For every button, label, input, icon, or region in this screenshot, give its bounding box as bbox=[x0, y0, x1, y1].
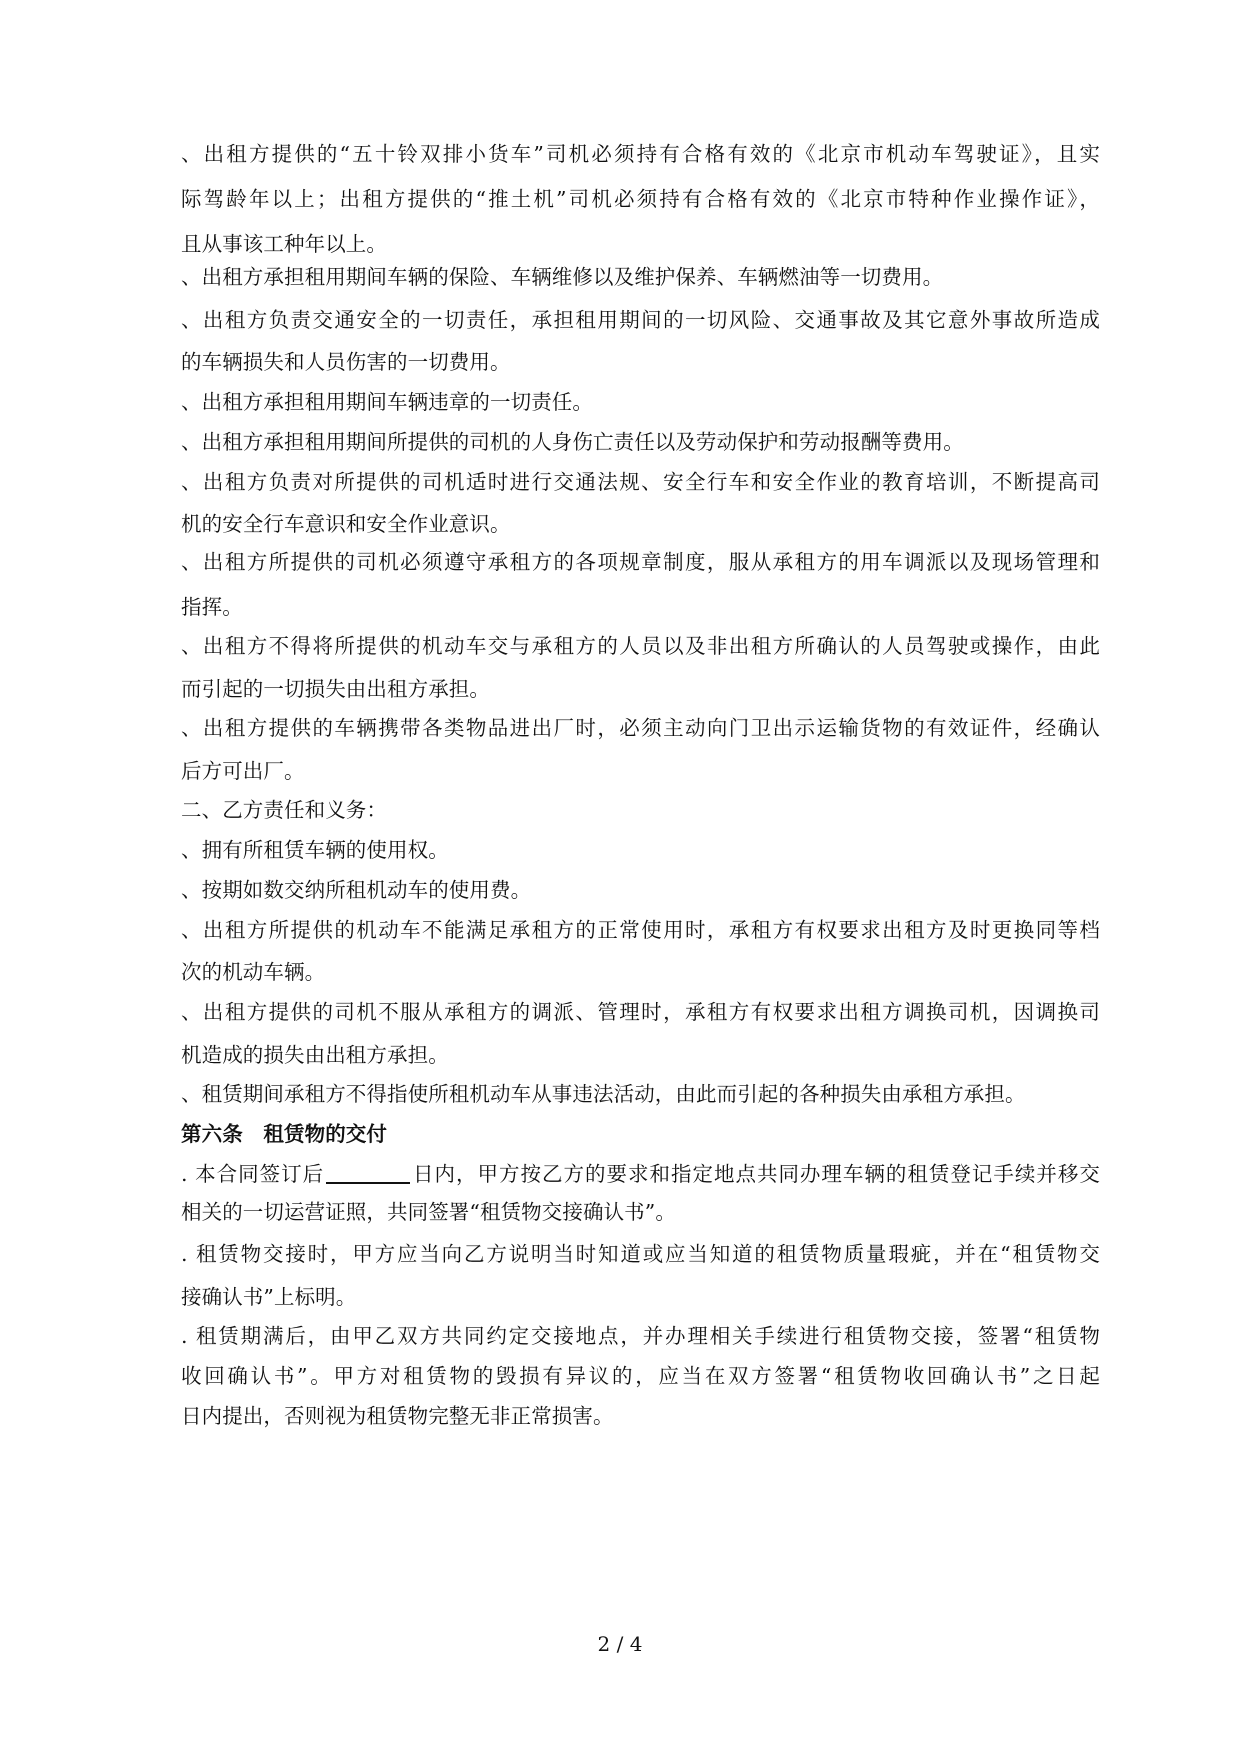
body-line: 、按期如数交纳所租机动车的使用费。 bbox=[181, 878, 532, 902]
body-line: 、出租方提供的司机不服从承租方的调派、管理时，承租方有权要求出租方调换司机，因调换司 bbox=[181, 1000, 1100, 1024]
body-line: 指挥。 bbox=[181, 595, 243, 619]
clause-1-text-before-blank: . 本合同签订后 bbox=[181, 1162, 325, 1186]
body-line: 际驾龄年以上；出租方提供的“推土机”司机必须持有合格有效的《北京市特种作业操作证》， bbox=[181, 187, 1100, 211]
body-line: 、出租方提供的“五十铃双排小货车”司机必须持有合格有效的《北京市机动车驾驶证》，且实 bbox=[181, 142, 1100, 166]
clause-3-line-2: 收回确认书”。甲方对租赁物的毁损有异议的，应当在双方签署“租赁物收回确认书”之日起 bbox=[181, 1364, 1100, 1388]
body-line: 、出租方承担租用期间车辆违章的一切责任。 bbox=[181, 390, 593, 414]
body-line: 、出租方负责对所提供的司机适时进行交通法规、安全行车和安全作业的教育培训，不断提高司 bbox=[181, 470, 1100, 494]
page-number: 2 / 4 bbox=[597, 1632, 643, 1656]
clause-1-line-2: 相关的一切运营证照，共同签署“租赁物交接确认书”。 bbox=[181, 1200, 676, 1224]
body-line: 、拥有所租赁车辆的使用权。 bbox=[181, 838, 449, 862]
body-line: 、出租方负责交通安全的一切责任，承担租用期间的一切风险、交通事故及其它意外事故所造成 bbox=[181, 308, 1100, 332]
body-line: 、出租方所提供的机动车不能满足承租方的正常使用时，承租方有权要求出租方及时更换同等档 bbox=[181, 918, 1100, 942]
article-heading: 第六条 租赁物的交付 bbox=[181, 1122, 387, 1146]
section-heading: 二、乙方责任和义务： bbox=[181, 798, 387, 822]
body-line: 、出租方提供的车辆携带各类物品进出厂时，必须主动向门卫出示运输货物的有效证件，经确认 bbox=[181, 716, 1100, 740]
body-line: 、出租方承担租用期间车辆的保险、车辆维修以及维护保养、车辆燃油等一切费用。 bbox=[181, 265, 944, 289]
clause-1-line-1 bbox=[181, 1160, 1100, 1188]
body-line: 机的安全行车意识和安全作业意识。 bbox=[181, 512, 511, 536]
body-line: 、出租方所提供的司机必须遵守承租方的各项规章制度，服从承租方的用车调派以及现场管理和 bbox=[181, 550, 1100, 574]
clause-3-line-1: . 租赁期满后，由甲乙双方共同约定交接地点，并办理相关手续进行租赁物交接，签署“租赁物 bbox=[181, 1324, 1100, 1348]
body-line: 且从事该工种年以上。 bbox=[181, 232, 387, 256]
body-line: 、租赁期间承租方不得指使所租机动车从事违法活动，由此而引起的各种损失由承租方承担。 bbox=[181, 1082, 1026, 1106]
clause-2-line-1: . 租赁物交接时，甲方应当向乙方说明当时知道或应当知道的租赁物质量瑕疵，并在“租赁物交 bbox=[181, 1242, 1100, 1266]
body-line: 而引起的一切损失由出租方承担。 bbox=[181, 677, 490, 701]
body-line: 的车辆损失和人员伤害的一切费用。 bbox=[181, 350, 511, 374]
body-line: 次的机动车辆。 bbox=[181, 960, 326, 984]
body-line: 机造成的损失由出租方承担。 bbox=[181, 1043, 449, 1067]
clause-2-line-2: 接确认书”上标明。 bbox=[181, 1285, 357, 1309]
days-blank-field bbox=[326, 1162, 410, 1184]
body-line: 、出租方不得将所提供的机动车交与承租方的人员以及非出租方所确认的人员驾驶或操作，由此 bbox=[181, 634, 1100, 658]
body-line: 、出租方承担租用期间所提供的司机的人身伤亡责任以及劳动保护和劳动报酬等费用。 bbox=[181, 430, 964, 454]
clause-3-line-3: 日内提出，否则视为租赁物完整无非正常损害。 bbox=[181, 1404, 614, 1428]
body-line: 后方可出厂。 bbox=[181, 759, 305, 783]
clause-1-text-after-blank: 日内，甲方按乙方的要求和指定地点共同办理车辆的租赁登记手续并移交 bbox=[412, 1162, 1100, 1186]
